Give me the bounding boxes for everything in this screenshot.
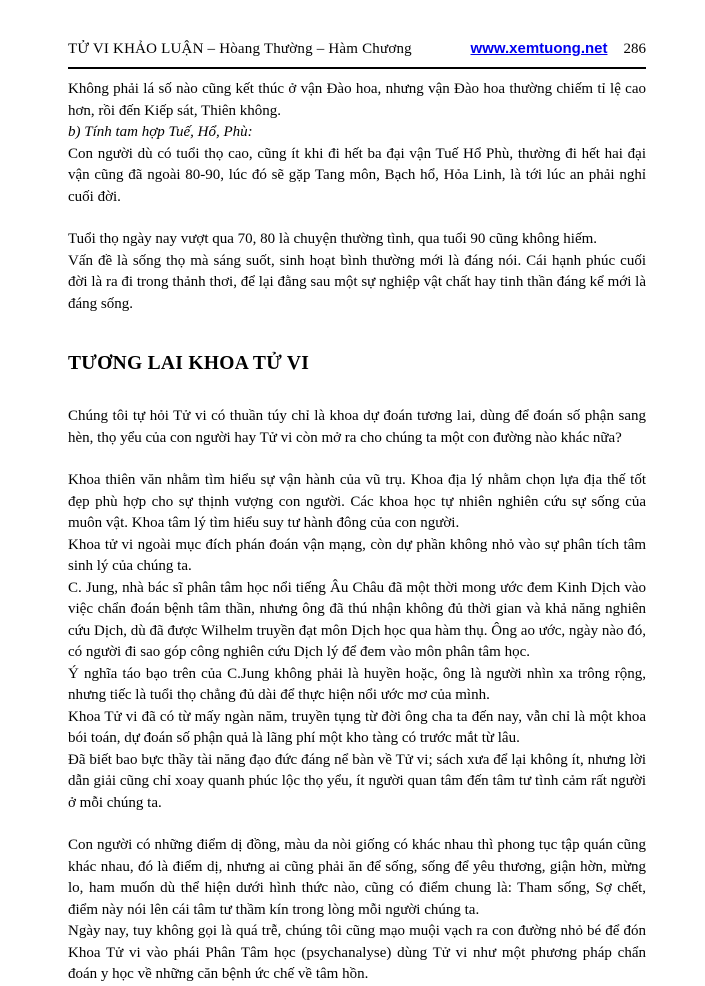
paragraph-song-tho: Vấn đề là sống thọ mà sáng suốt, sinh hoạt bình thường mới là đáng nói. Cái hạnh phúc cuối đời là ra đi trong thảnh thơi, để lại đằng sau một sự nghiệp vật chất hay tinh thần đáng kể mới là đáng sống. [68,252,646,312]
paragraph-tuoi-tho-cao: Con người dù có tuổi thọ cao, cũng ít khi đi hết ba đại vận Tuế Hổ Phù, thường đi hết hai đại vận cũng đã ngoài 80-90, lúc đó sẽ gặp Tang môn, Bạch hổ, Hỏa Linh, là tới lúc an phải nghỉ cuối đời. [68,145,646,205]
page-body [68,79,646,986]
paragraph-phan-tam-hoc: Ngày nay, tuy không gọi là quá trễ, chúng tôi cũng mạo muội vạch ra con đường nhỏ bé để đón Khoa Tử vi vào phái Phân Tâm học (psychanalyse) dùng Tử vi như một phương pháp chẩn đoán y học về những căn bệnh ức chế về tâm hồn. [68,923,646,982]
header-divider [68,67,646,69]
website-link[interactable]: www.xemtuong.net [470,40,608,57]
paragraph-buc-thay: Đã biết bao bực thầy tài năng đạo đức đáng nể bàn về Tử vi; sách xưa để lại không ít, nhưng lời dẫn giải cũng chỉ xoay quanh phúc lộc thọ yểu, ít người quan tâm đến tâm tư tình cảm rất người ở mỗi chúng ta. [68,751,646,811]
paragraph-khoa-tu-vi: Khoa tử vi ngoài mục đích phán đoán vận mạng, còn dự phần không nhỏ vào sự phân tích tâm sinh lý của chúng ta. [68,536,646,574]
paragraph-dao-hoa: Không phải lá số nào cũng kết thúc ở vận Đào hoa, nhưng vận Đào hoa thường chiếm tỉ lệ cao hơn, rồi đến Kiếp sát, Thiên không. [68,81,646,119]
paragraph-khoa-tu-vi-ngan-nam: Khoa Tử vi đã có từ mấy ngàn năm, truyền tụng từ đời ông cha ta đến nay, vẫn chỉ là một khoa bói toán, dự đoán số phận quả là lãng phí một kho tàng có trước mắt từ lâu. [68,708,646,746]
paragraph-khoa-thien-van: Khoa thiên văn nhằm tìm hiểu sự vận hành của vũ trụ. Khoa địa lý nhằm chọn lựa địa thế tốt đẹp phù hợp cho sự thịnh vượng con người. Các khoa học tự nhiên nghiên cứu sự sống của muôn vật. Khoa tâm lý tìm hiểu suy tư hành đông của con người. [68,472,646,531]
page-header [68,40,646,58]
page-number: 286 [623,41,646,57]
header-right-group [471,40,646,58]
book-title: TỬ VI KHẢO LUẬN – Hòang Thường – Hàm Chương [68,41,412,57]
paragraph-tu-hoi: Chúng tôi tự hỏi Tử vi có thuần túy chỉ là khoa dự đoán tương lai, dùng để đoán số phận sang hèn, thọ yểu của con người hay Tử vi còn mở ra cho chúng ta một con đường nào khác nữa? [68,408,646,446]
paragraph-tuoi-tho-ngay-nay: Tuổi thọ ngày nay vượt qua 70, 80 là chuyện thường tình, qua tuổi 90 cũng không hiếm. [68,231,598,247]
paragraph-di-dong: Con người có những điểm dị đồng, màu da nòi giống có khác nhau thì phong tục tập quán cũng khác nhau, đó là điểm dị, nhưng ai cũng phải ăn để sống, sống để yêu thương, giận hờn, mừng lo, ham muốn dù thể hiện dưới hình thức nào, cũng có điểm chung là: Tham sống, Sợ chết, điểm này nói lên cái tâm tư thầm kín trong lòng mỗi người chúng ta. [68,837,646,918]
section-heading-tuong-lai: TƯƠNG LAI KHOA TỬ VI [68,353,310,374]
subheading-tam-hop: b) Tính tam hợp Tuế, Hổ, Phù: [68,124,253,140]
paragraph-y-nghia-tao-bao: Ý nghĩa táo bạo trên của C.Jung không phải là huyền hoặc, ông là người nhìn xa trông rộng, nhưng tiếc là tuổi thọ chẳng đủ dài để thực hiện nổi ước mơ của mình. [68,665,646,703]
paragraph-c-jung: C. Jung, nhà bác sĩ phân tâm học nổi tiếng Âu Châu đã một thời mong ước đem Kinh Dịch vào việc chẩn đoán bệnh tâm thần, nhưng ông đã thú nhận không đủ thời gian và khả năng nghiên cứu Dịch, dù đã được Wilhelm truyền đạt môn Dịch học qua hàm thụ. Ông ao ước, ngày nào đó, có người đi sao góp công nghiên cứu Dịch lý để đem vào môn phân tâm học. [68,579,646,660]
